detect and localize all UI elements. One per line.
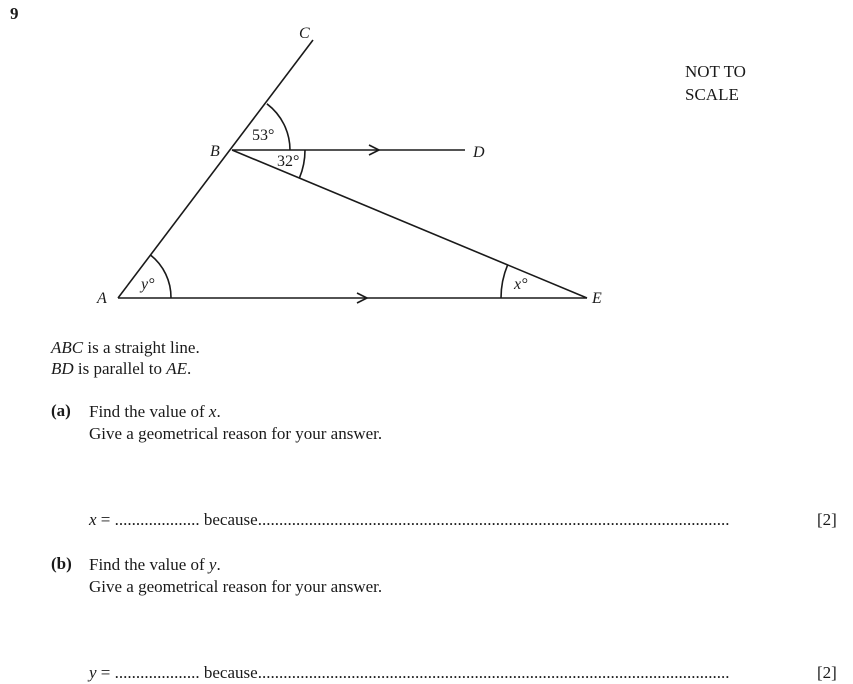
label-point-a: A xyxy=(97,290,107,307)
part-b-prefix: Find the value of xyxy=(89,555,209,574)
label-angle-53: 53° xyxy=(252,127,275,144)
part-a-prefix: Find the value of xyxy=(89,402,209,421)
part-a-variable: x xyxy=(208,402,217,421)
answer-a-value-dots[interactable]: .................... xyxy=(114,510,200,529)
answer-b-equals: = xyxy=(96,663,115,682)
geometry-diagram xyxy=(0,0,853,330)
part-a-question xyxy=(89,401,382,445)
answer-a-because: because xyxy=(199,510,258,529)
statement-bd-parallel xyxy=(51,358,191,379)
part-b-suffix: . xyxy=(216,555,221,574)
label-point-c: C xyxy=(299,25,310,42)
part-a-line-1 xyxy=(89,401,382,423)
part-b-answer-line[interactable] xyxy=(89,663,729,683)
part-b-variable: y xyxy=(208,555,217,574)
statement-bd-text: is parallel to xyxy=(73,359,167,378)
part-a-marks: [2] xyxy=(817,510,837,529)
answer-b-variable: y xyxy=(89,663,97,682)
answer-a-equals: = xyxy=(96,510,115,529)
part-a-suffix: . xyxy=(216,402,221,421)
label-angle-32: 32° xyxy=(277,153,300,170)
statement-abc-name: ABC xyxy=(51,338,84,357)
part-b-label: (b) xyxy=(51,554,72,573)
answer-b-value-dots[interactable]: .................... xyxy=(114,663,200,682)
part-a-label: (a) xyxy=(51,401,71,420)
part-a-line-2: Give a geometrical reason for your answer. xyxy=(89,424,383,443)
statement-bd-name: BD xyxy=(51,359,74,378)
answer-b-because: because xyxy=(199,663,258,682)
label-point-d: D xyxy=(473,144,485,161)
arc-angle-32 xyxy=(299,150,305,178)
statement-bd-end: . xyxy=(186,359,192,378)
label-angle-x: x° xyxy=(514,276,528,293)
note-line-2: SCALE xyxy=(685,85,739,104)
statement-abc xyxy=(51,337,200,358)
statement-ae-name: AE xyxy=(166,359,187,378)
answer-b-reason-dots[interactable]: ............................................................................................................... xyxy=(257,663,730,682)
arc-angle-x xyxy=(501,265,508,298)
part-b-line-1 xyxy=(89,554,382,576)
label-point-b: B xyxy=(210,143,220,160)
part-b-question xyxy=(89,554,382,598)
question-number: 9 xyxy=(10,4,19,23)
label-point-e: E xyxy=(592,290,602,307)
part-b-line-2: Give a geometrical reason for your answer. xyxy=(89,577,383,596)
label-angle-y: y° xyxy=(141,276,155,293)
answer-a-reason-dots[interactable]: ............................................................................................................... xyxy=(257,510,730,529)
part-a-answer-line[interactable] xyxy=(89,510,729,530)
part-b-marks: [2] xyxy=(817,663,837,682)
answer-a-variable: x xyxy=(89,510,97,529)
note-line-1: NOT TO xyxy=(685,62,746,81)
statement-abc-text: is a straight line. xyxy=(83,338,200,357)
line-be xyxy=(232,150,587,298)
